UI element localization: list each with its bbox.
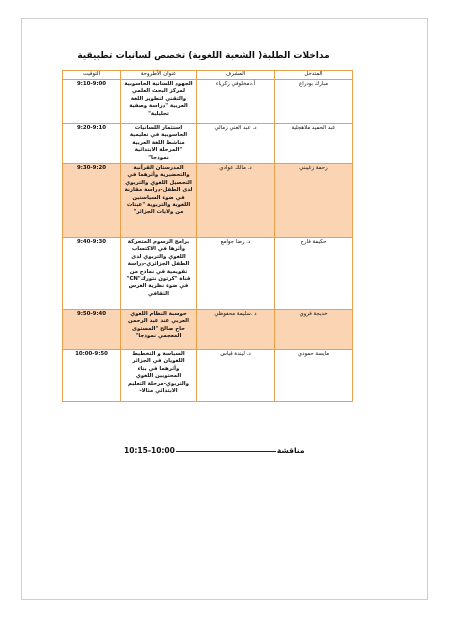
supervisor-cell: د .سليمة محفوظي — [197, 310, 275, 350]
supervisor-cell: د. ليندة قياس — [197, 350, 275, 402]
speaker-cell: خديجة فروي — [275, 310, 353, 350]
discussion-line — [124, 446, 304, 455]
speaker-cell: حكيمة فارح — [275, 238, 353, 310]
time-cell: 9:20-9:10 — [63, 124, 121, 164]
table-row — [63, 80, 353, 124]
supervisor-cell: أ.دمخلوفي زكرياء — [197, 80, 275, 124]
supervisor-cell: د. عبد الغني زمالي — [197, 124, 275, 164]
header-time: التوقيت — [63, 71, 121, 80]
speaker-cell: مايسة حمودي — [275, 350, 353, 402]
table-header-row — [63, 71, 353, 80]
header-supervisor: المشرف — [197, 71, 275, 80]
topic-cell: السياسة و التخطيط اللغويان في الجزائر وأثرهما في بناء المحتويين اللغوي والتربوي-مرحلة التعليم الابتدائي مثالا- — [121, 350, 197, 402]
time-cell: 9:30-9:20 — [63, 164, 121, 238]
schedule-table — [62, 70, 353, 402]
page-title: مداخلات الطلبة( الشعبة اللغوية) تخصص لسانيات تطبيقية — [77, 51, 330, 61]
header-speaker: المتدخل — [275, 71, 353, 80]
time-cell: 9:10-9:00 — [63, 80, 121, 124]
topic-cell: حوسبة النظام اللغوي العربي عند عبد الرحمن حاج صالح "المستوى المعجمي نموذجا" — [121, 310, 197, 350]
table-row — [63, 238, 353, 310]
table-row — [63, 350, 353, 402]
table-row — [63, 310, 353, 350]
dotted-divider — [176, 451, 276, 452]
table-row — [63, 124, 353, 164]
topic-cell: برامج الرسوم المتحركة وأثرها في الاكتساب اللغوي والتربوي لدى الطفل الجزائري-دراسة تقويمية في نماذج من قناة "كرتون نتورك"CN" في ضوء نظرية الغرس الثقافي — [121, 238, 197, 310]
speaker-cell: عبد الحميد ملاهجلية — [275, 124, 353, 164]
speaker-cell: مبارك بودراع — [275, 80, 353, 124]
supervisor-cell: د. رضا جوامع — [197, 238, 275, 310]
time-cell: 10:00-9:50 — [63, 350, 121, 402]
topic-cell: الجهود اللسانية الحاسوبية لمركز البحث العلمي والتقني لتطوير اللغة العربية "دراسة وصفية تحليلية" — [121, 80, 197, 124]
speaker-cell: رحمة زغيبني — [275, 164, 353, 238]
topic-cell: استثمار اللسانيات الحاسوبية في تعليمية مناشط اللغة العربية "المرحلة الابتدائية نموذجا" — [121, 124, 197, 164]
table-row — [63, 164, 353, 238]
time-cell: 9:50-9:40 — [63, 310, 121, 350]
topic-cell: المدرستان القرآنية والتحضيرية وأثرهما في التحصيل اللغوي والتربوي لدى الطفل-دراسة مقارنة في ضوء السياستين اللغوية والتربوية "عينات من ولايات الجزائر" — [121, 164, 197, 238]
discussion-time: 10:15-10:00 — [124, 446, 175, 455]
discussion-label: مناقشة — [276, 446, 305, 455]
header-topic: عنوان الأطروحة — [121, 71, 197, 80]
time-cell: 9:40-9:30 — [63, 238, 121, 310]
supervisor-cell: د. مالك عوادي — [197, 164, 275, 238]
